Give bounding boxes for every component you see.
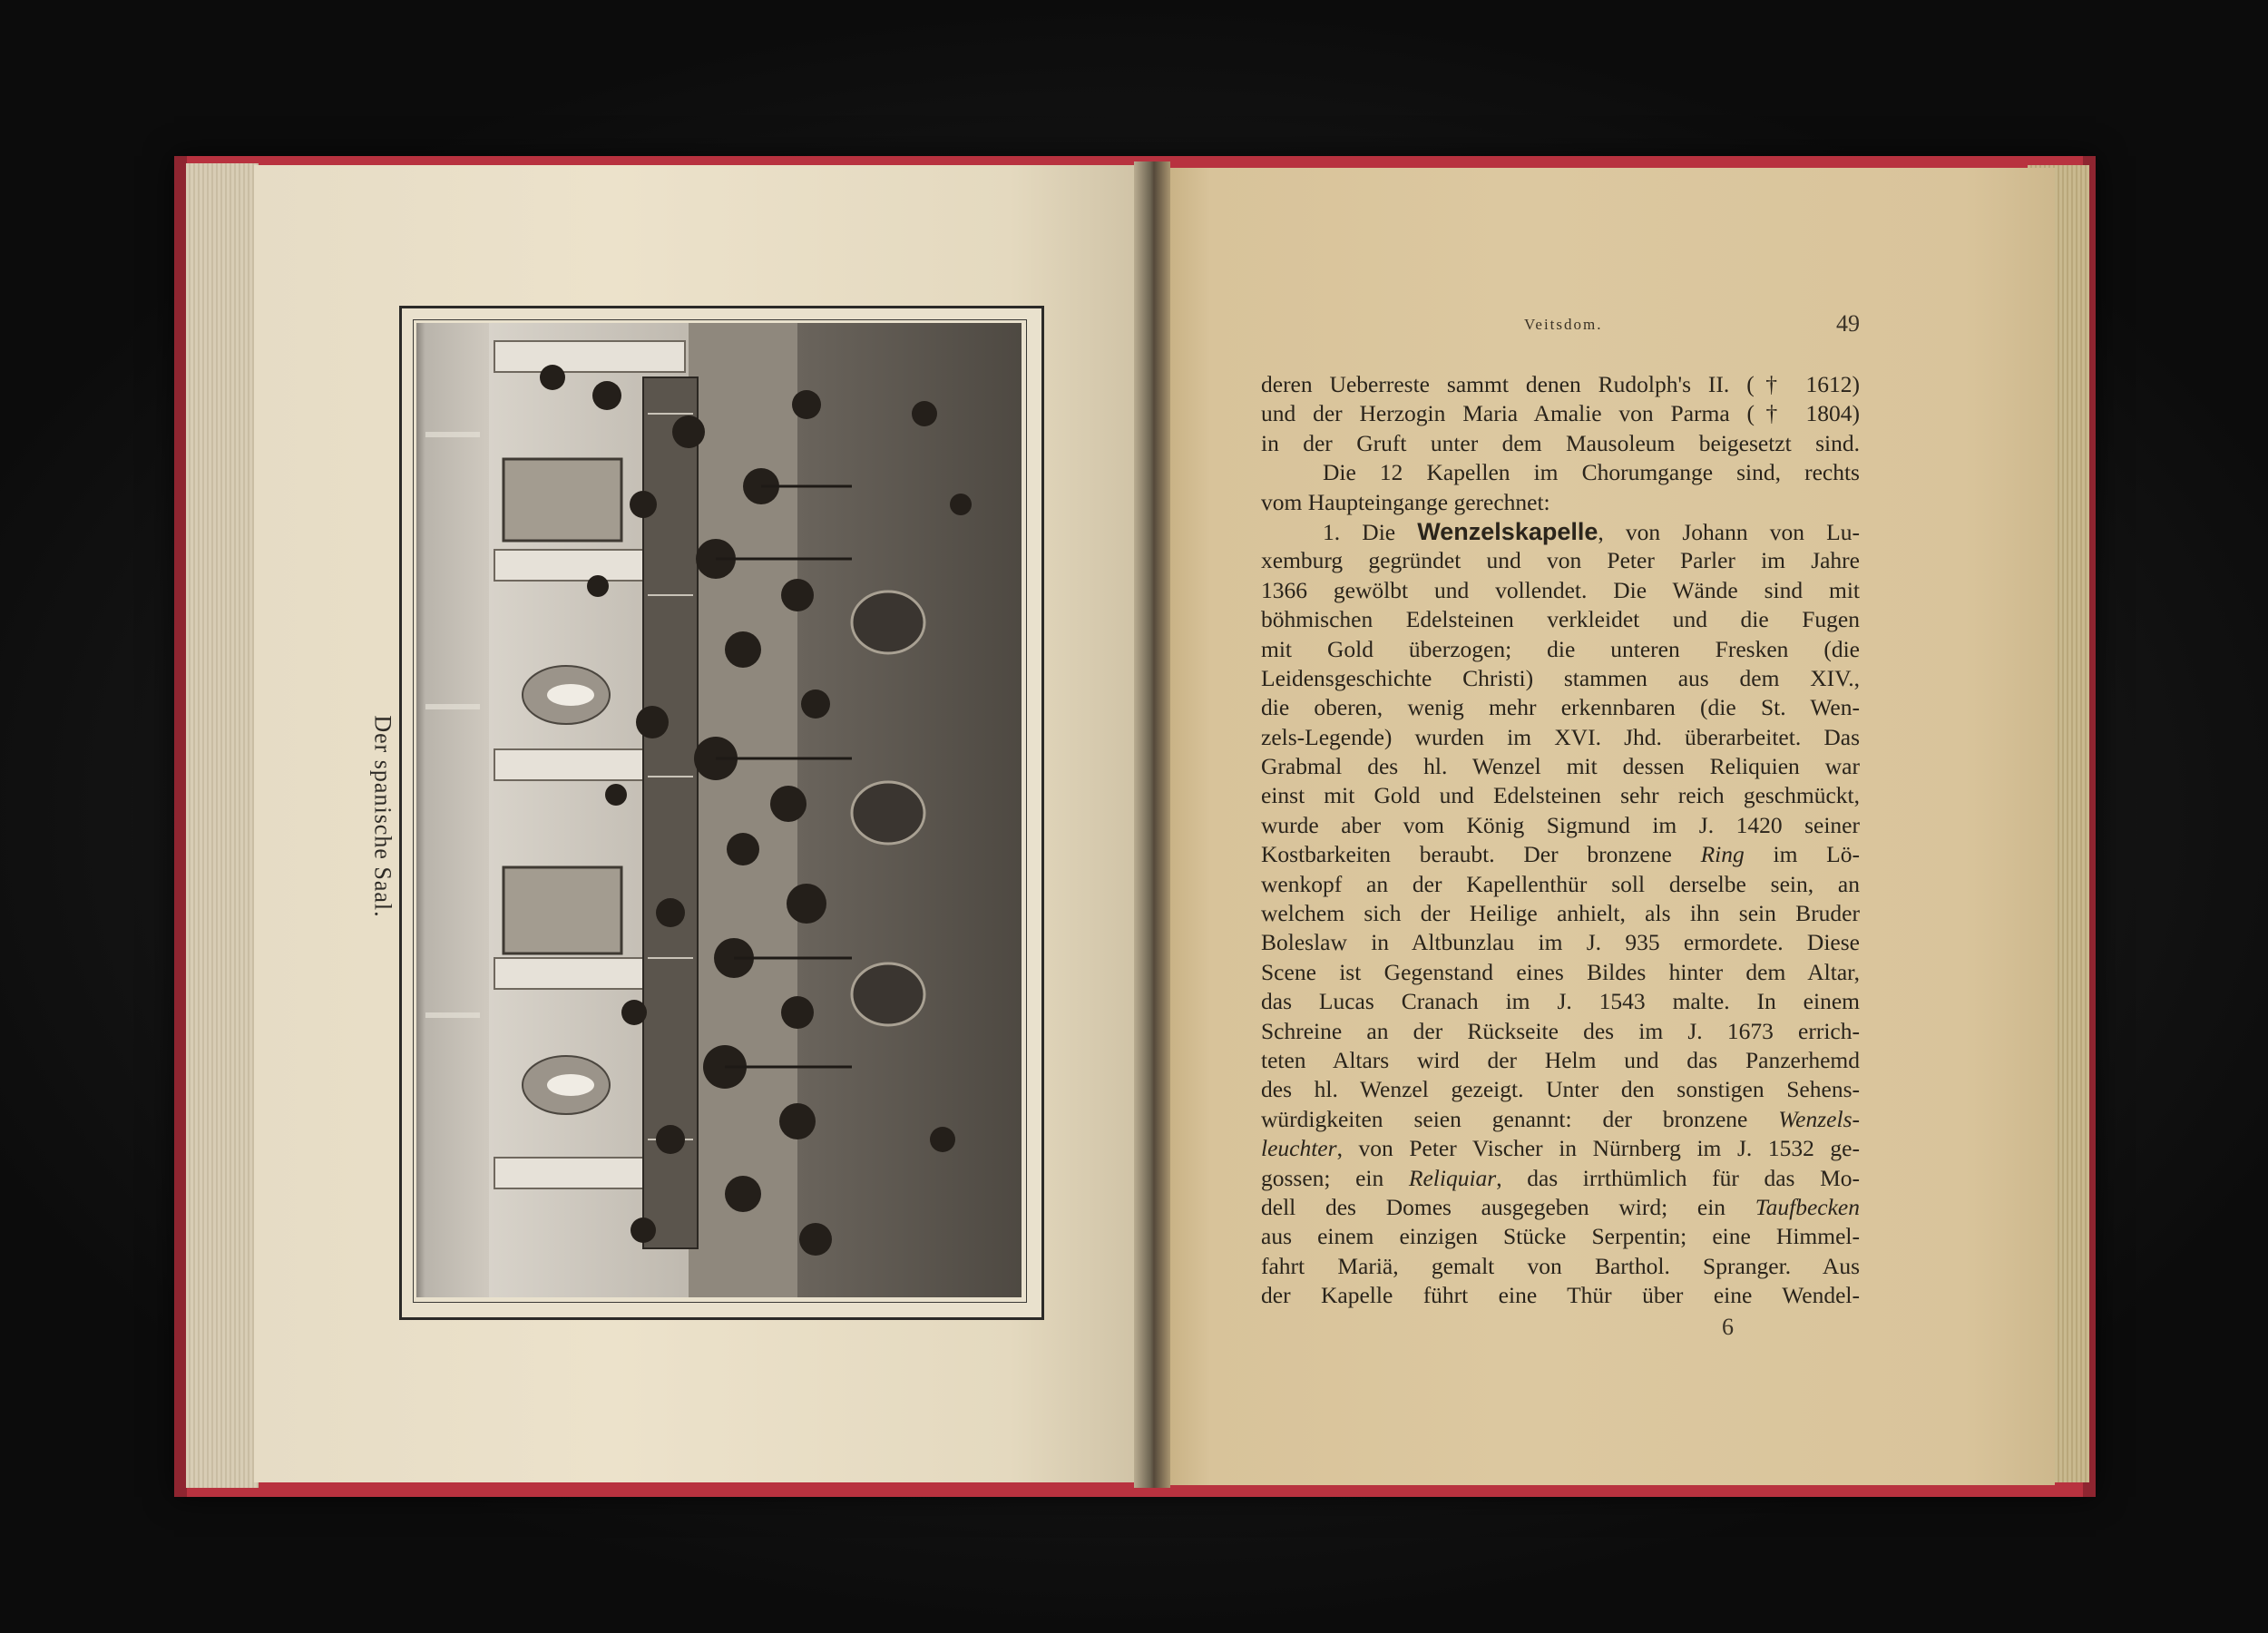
text-line (1261, 399, 1860, 428)
text-segment: fahrt Mariä, gemalt von Barthol. Spranger. Aus (1261, 1252, 1860, 1279)
text-line (1261, 1134, 1860, 1163)
text-segment: welchem sich der Heilige anhielt, als ihn sein Bruder (1261, 900, 1860, 927)
text-line (1261, 1046, 1860, 1075)
text-segment: wenkopf an der Kapellenthür soll derselbe sein, an (1261, 870, 1860, 897)
body-text (1261, 370, 1860, 1311)
text-line (1261, 664, 1860, 693)
text-segment: , von Johann von Lu- (1598, 518, 1860, 545)
text-line (1261, 928, 1860, 957)
text-segment: Die 12 Kapellen im Chorumgange sind, rechts (1323, 459, 1860, 486)
caption-text: Der spanische Saal. (370, 715, 397, 918)
text-line (1261, 429, 1860, 458)
spanish-hall-photograph (416, 323, 1022, 1297)
text-line (1261, 370, 1860, 399)
text-line (1261, 1193, 1860, 1222)
text-line (1261, 458, 1860, 487)
page-number: 49 (1836, 310, 1860, 337)
text-segment: xemburg gegründet und von Peter Parler im Jahre (1261, 547, 1860, 574)
emphasis-text: Taufbecken (1755, 1193, 1860, 1220)
text-segment: einst mit Gold und Edelsteinen sehr reich geschmückt, (1261, 782, 1860, 809)
text-segment: wurde aber vom König Sigmund im J. 1420 seiner (1261, 811, 1860, 838)
text-segment: 1. Die (1323, 518, 1418, 545)
running-head (1261, 308, 1860, 345)
text-line (1261, 488, 1860, 517)
text-segment: das Lucas Cranach im J. 1543 malte. In einem (1261, 988, 1860, 1015)
page-stack-left (186, 163, 259, 1488)
text-segment: gossen; ein (1261, 1164, 1409, 1191)
text-line (1261, 1252, 1860, 1281)
text-line (1261, 958, 1860, 987)
text-line (1261, 517, 1860, 546)
text-segment: dell des Domes ausgegeben wird; ein (1261, 1193, 1755, 1220)
text-line (1261, 752, 1860, 781)
emphasis-text: Ring (1700, 841, 1745, 868)
text-segment: , von Peter Vischer in Nürnberg im J. 1532 ge- (1336, 1135, 1860, 1162)
text-line (1261, 1075, 1860, 1104)
text-line (1261, 870, 1860, 899)
emphasis-text: Reliquiar (1408, 1164, 1497, 1191)
text-line (1261, 605, 1860, 634)
text-segment: und der Herzogin Maria Amalie von Parma († 1804) (1261, 400, 1860, 427)
text-segment: die oberen, wenig mehr erkennbaren (die St. Wen- (1261, 694, 1860, 721)
text-line (1261, 1281, 1860, 1310)
emphasis-text: leuchter (1261, 1135, 1337, 1162)
text-segment: zels-Legende) wurden im XVI. Jhd. überarbeitet. Das (1261, 723, 1860, 750)
text-segment: 1366 gewölbt und vollendet. Die Wände sind mit (1261, 576, 1860, 603)
plate-caption (347, 715, 419, 918)
signature-mark: 6 (1722, 1314, 1734, 1340)
text-segment: Kostbarkeiten beraubt. Der bronzene (1261, 841, 1701, 868)
text-segment: würdigkeiten seien genannt: der bronzene (1261, 1105, 1779, 1132)
text-segment: des hl. Wenzel gezeigt. Unter den sonstigen Sehens- (1261, 1076, 1860, 1103)
text-line (1261, 1017, 1860, 1046)
book-gutter (1134, 161, 1170, 1488)
text-segment: aus einem einzigen Stücke Serpentin; eine Himmel- (1261, 1223, 1860, 1250)
heading-keyword: Wenzelskapelle (1417, 517, 1598, 545)
text-line (1261, 781, 1860, 810)
text-segment: , das irrthümlich für das Mo- (1496, 1164, 1860, 1191)
text-segment: mit Gold überzogen; die unteren Fresken (die (1261, 635, 1860, 662)
text-line (1261, 987, 1860, 1016)
text-segment: Leidensgeschichte Christi) stammen aus dem XIV., (1261, 664, 1860, 691)
text-line (1261, 576, 1860, 605)
text-segment: teten Altars wird der Helm und das Panzerhemd (1261, 1046, 1860, 1073)
text-segment: der Kapelle führt eine Thür über eine Wendel- (1261, 1282, 1860, 1309)
text-segment: Schreine an der Rückseite des im J. 1673 errich- (1261, 1017, 1860, 1044)
text-line (1261, 899, 1860, 928)
text-segment: deren Ueberreste sammt denen Rudolph's II. († 1612) (1261, 371, 1860, 397)
text-line (1261, 1105, 1860, 1134)
cover-edge-left (174, 156, 187, 1497)
text-line (1261, 811, 1860, 840)
emphasis-text: Wenzels- (1778, 1105, 1860, 1132)
text-line (1261, 1164, 1860, 1193)
text-segment: in der Gruft unter dem Mausoleum beigesetzt sind. (1261, 429, 1860, 456)
text-line (1261, 1222, 1860, 1251)
text-line (1261, 693, 1860, 722)
text-line (1261, 635, 1860, 664)
text-segment: böhmischen Edelsteinen verkleidet und die Fugen (1261, 606, 1860, 633)
text-line (1261, 840, 1860, 869)
text-segment: im Lö- (1744, 841, 1860, 868)
running-title: Veitsdom. (1524, 316, 1603, 333)
text-segment: Grabmal des hl. Wenzel mit dessen Reliquien war (1261, 753, 1860, 780)
text-line (1261, 723, 1860, 752)
text-line (1261, 546, 1860, 575)
text-segment: Boleslaw in Altbunzlau im J. 935 ermordete. Diese (1261, 929, 1860, 956)
text-segment: vom Haupteingange gerechnet: (1261, 488, 1550, 515)
text-segment: Scene ist Gegenstand eines Bildes hinter dem Altar, (1261, 958, 1860, 985)
